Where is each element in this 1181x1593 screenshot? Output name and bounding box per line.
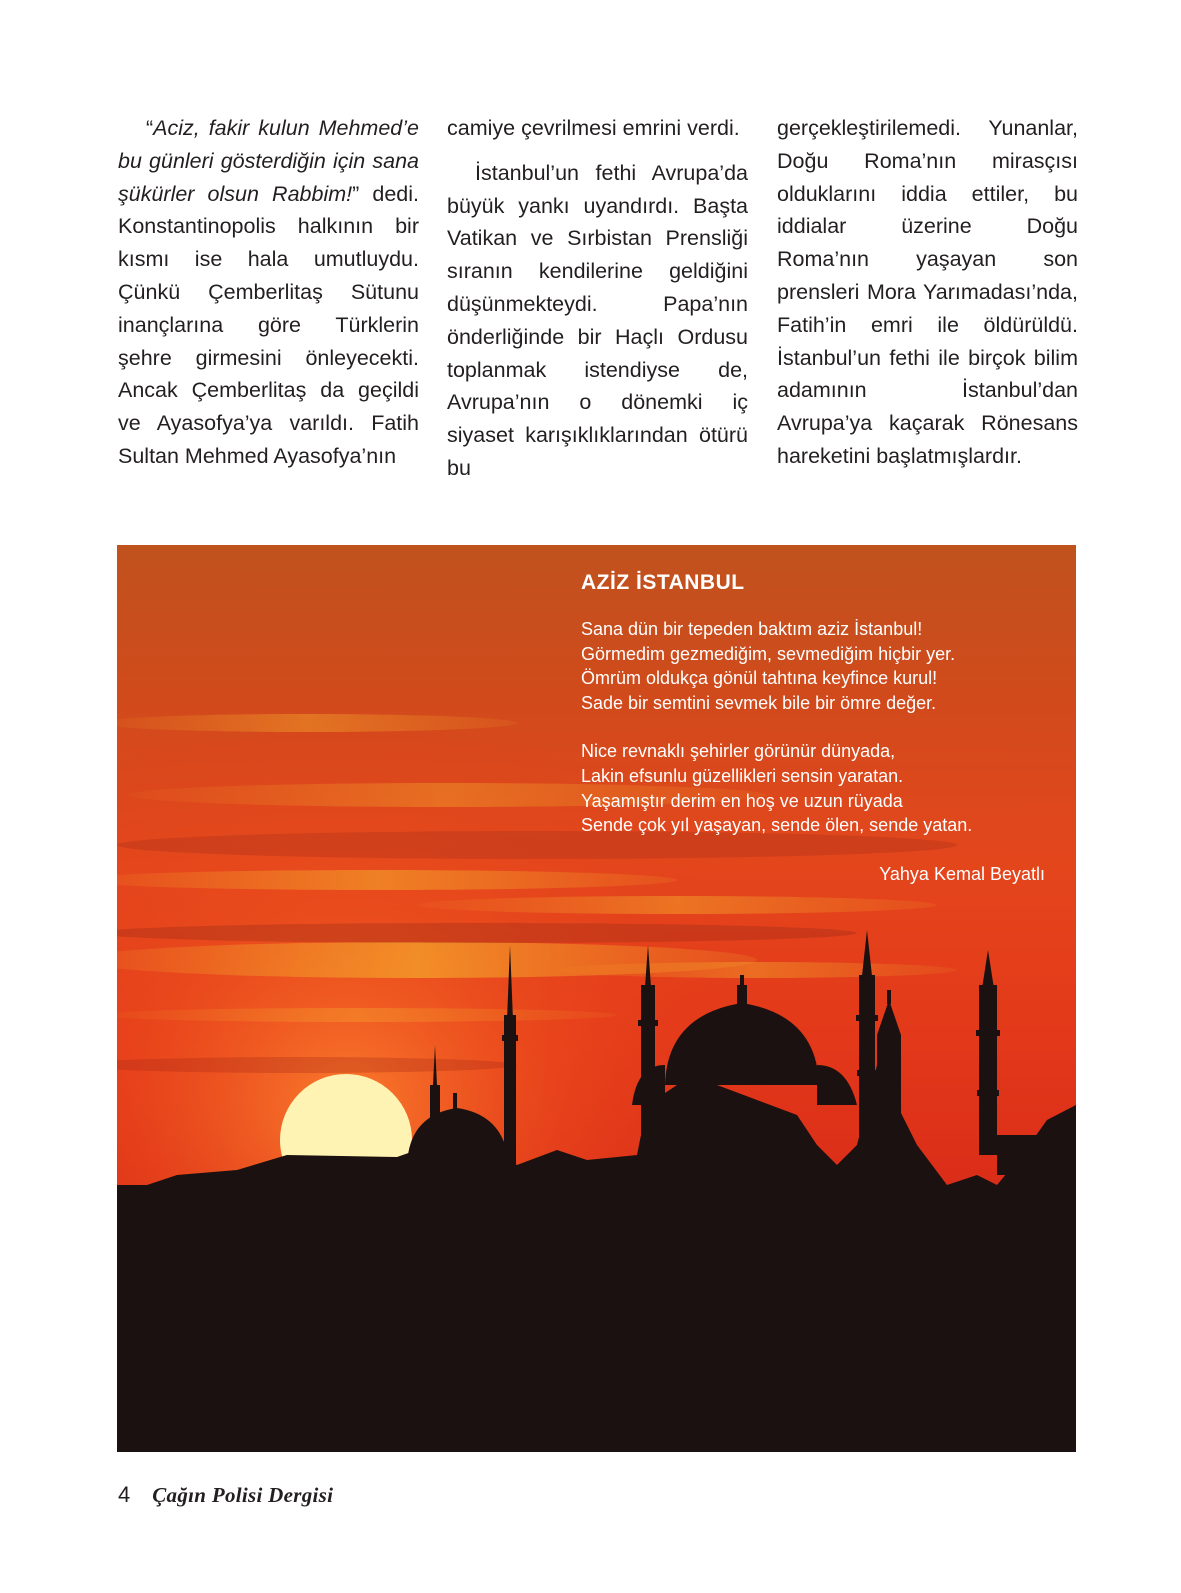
text-column-3 xyxy=(777,112,1078,473)
page-footer xyxy=(118,1482,333,1508)
poem-box xyxy=(581,569,1051,886)
poem-title: AZİZ İSTANBUL xyxy=(581,571,745,594)
text-column-2 xyxy=(447,112,748,485)
quote-text: Aciz, fakir kulun Mehmed’e bu günleri gösterdiğin için sana şükürler olsun Rabbim! xyxy=(118,116,419,206)
magazine-name: Çağın Polisi Dergisi xyxy=(152,1483,334,1507)
poem-stanza-2 xyxy=(581,739,1051,837)
page-number: 4 xyxy=(118,1482,131,1507)
poem-line: Görmedim gezmediğim, sevmediğim hiçbir yer. xyxy=(581,643,956,664)
poem-author: Yahya Kemal Beyatlı xyxy=(879,863,1045,884)
paragraph: camiye çevrilmesi emrini verdi. xyxy=(447,116,740,140)
poem-line: Sade bir semtini sevmek bile bir ömre değer. xyxy=(581,692,937,713)
poem-line: Sende çok yıl yaşayan, sende ölen, sende yatan. xyxy=(581,815,973,836)
sunset-mosque-photo xyxy=(117,545,1076,1452)
paragraph xyxy=(118,112,419,473)
text-column-1 xyxy=(118,112,419,473)
quote-open: “ xyxy=(146,116,154,140)
poem-line: Lakin efsunlu güzellikleri sensin yaratan. xyxy=(581,765,904,786)
paragraph: İstanbul’un fethi Avrupa’da büyük yankı uyandırdı. Başta Vatikan ve Sırbistan Prensliği sıranın kendilerine geldiğini düşünmekteydi. Papa’nın önderliğinde bir Haçlı Ordusu toplanmak istendiyse de, Avrupa’nın o dönemki iç siyaset karışıklıklarından ötürü bu xyxy=(447,160,748,480)
paragraph: gerçekleştirilemedi. Yunanlar, Doğu Roma’nın mirasçısı olduklarını iddia ettiler, bu iddialar üzerine Doğu Roma’nın yaşayan son prensleri Mora Yarımadası’nda, Fatih’in emri ile öldürüldü. İstanbul’un fethi ile birçok bilim adamının İstanbul’dan Avrupa’ya kaçarak Rönesans hareketini başlatmışlardır. xyxy=(777,116,1078,468)
poem-line: Ömrüm oldukça gönül tahtına keyfince kurul! xyxy=(581,668,938,689)
poem-line: Yaşamıştır derim en hoş ve uzun rüyada xyxy=(581,790,903,811)
poem-line: Nice revnaklı şehirler görünür dünyada, xyxy=(581,741,896,762)
poem-stanza-1 xyxy=(581,617,1051,715)
paragraph-text: dedi. Konstantinopolis halkının bir kısmı ise hala umutluydu. Çünkü Çemberlitaş Sütunu inançlarına göre Türklerin şehre girmesini önleyecekti. Ancak Çemberlitaş da geçildi ve Ayasofya’ya varıldı. Fatih Sultan Mehmed Ayasofya’nın xyxy=(118,181,419,468)
quote-close: ” xyxy=(352,181,360,206)
poem-line: Sana dün bir tepeden baktım aziz İstanbul! xyxy=(581,619,923,639)
